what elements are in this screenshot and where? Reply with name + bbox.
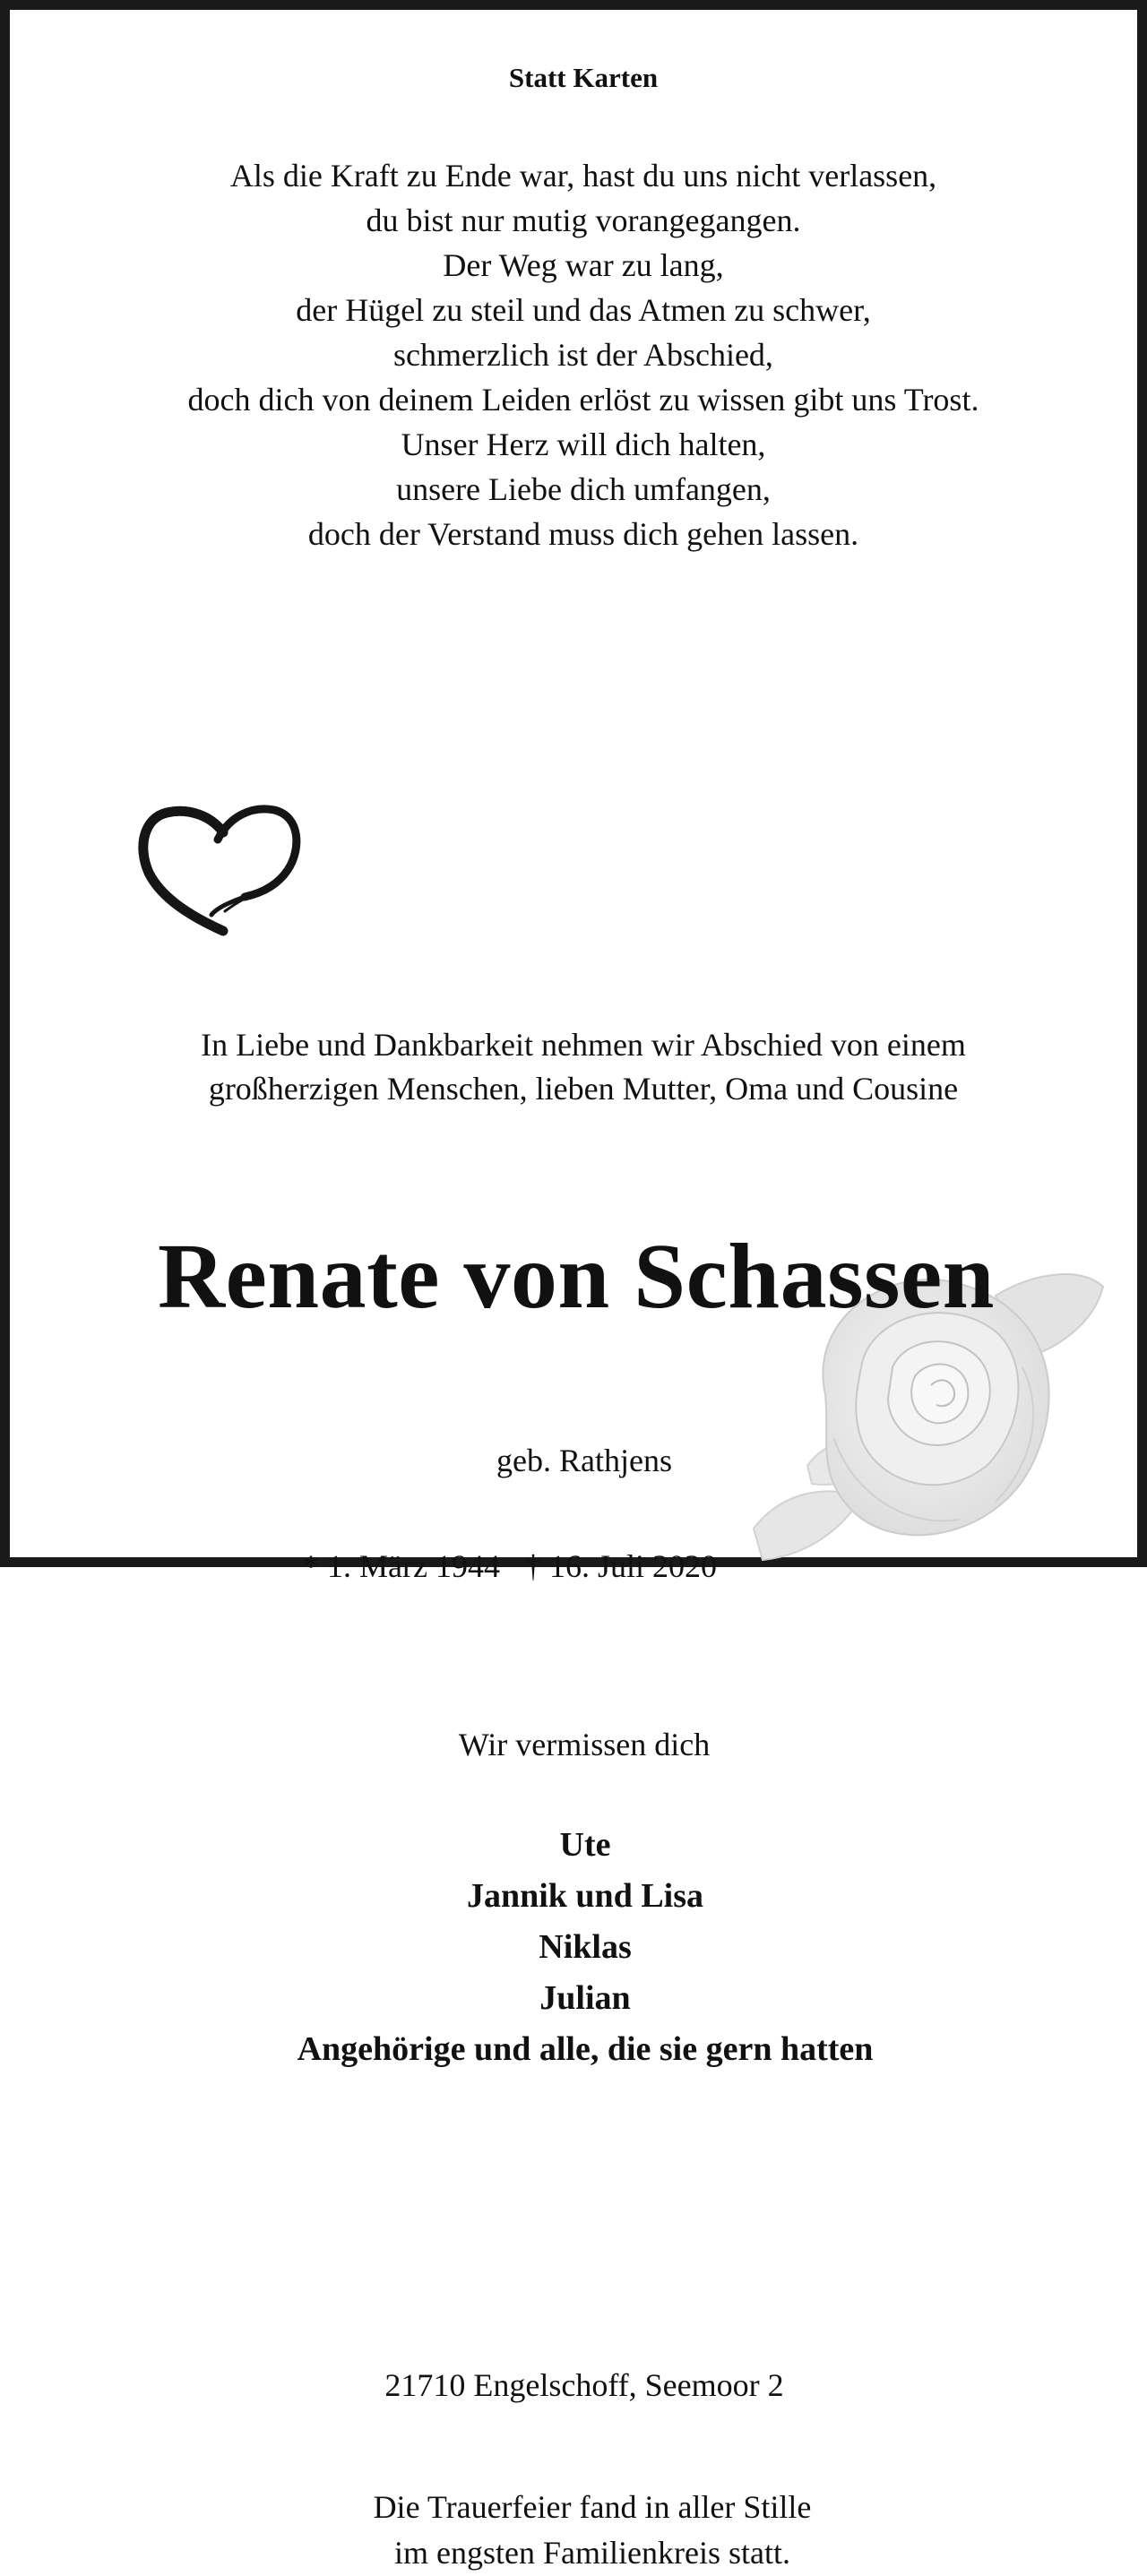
header-statt-karten: Statt Karten — [508, 62, 659, 93]
death-date: † 16. Juli 2020 — [524, 1548, 717, 1584]
mourner-name: Niklas — [539, 1928, 632, 1966]
maiden-name: geb. Rathjens — [496, 1443, 672, 1478]
mourners-list — [12, 1820, 1147, 2075]
poem-line: Der Weg war zu lang, — [443, 247, 724, 283]
poem-line: unsere Liebe dich umfangen, — [396, 471, 771, 507]
mourner-name: Ute — [559, 1826, 611, 1864]
intro-text — [10, 1023, 1147, 1111]
service-line: Die Trauerfeier fand in aller Stille — [373, 2489, 812, 2525]
poem — [10, 153, 1147, 556]
intro-line: In Liebe und Dankbarkeit nehmen wir Abschied von einem — [201, 1027, 966, 1063]
address: 21710 Engelschoff, Seemoor 2 — [384, 2367, 784, 2403]
poem-line: schmerzlich ist der Abschied, — [393, 337, 773, 373]
deceased-name: Renate von Schassen — [157, 1225, 996, 1328]
poem-line: Als die Kraft zu Ende war, hast du uns nicht verlassen, — [229, 158, 937, 194]
mourner-name: Jannik und Lisa — [466, 1877, 704, 1915]
poem-line: der Hügel zu steil und das Atmen zu schwer, — [296, 292, 871, 328]
intro-line: großherzigen Menschen, lieben Mutter, Oma und Cousine — [208, 1071, 959, 1107]
poem-line: doch dich von deinem Leiden erlöst zu wissen gibt uns Trost. — [187, 382, 979, 418]
poem-line: doch der Verstand muss dich gehen lassen. — [307, 516, 859, 552]
heart-icon — [117, 797, 310, 944]
mourner-name: Angehörige und alle, die sie gern hatten — [297, 2030, 874, 2068]
poem-line: du bist nur mutig vorangegangen. — [366, 202, 801, 238]
life-dates — [0, 1546, 1083, 1586]
service-note — [19, 2485, 1147, 2576]
birth-date: * 1. März 1944 — [303, 1548, 500, 1584]
mourner-name: Julian — [539, 1979, 631, 2017]
service-line: im engsten Familienkreis statt. — [394, 2535, 790, 2571]
poem-line: Unser Herz will dich halten, — [401, 426, 766, 462]
miss-line: Wir vermissen dich — [458, 1727, 711, 1762]
